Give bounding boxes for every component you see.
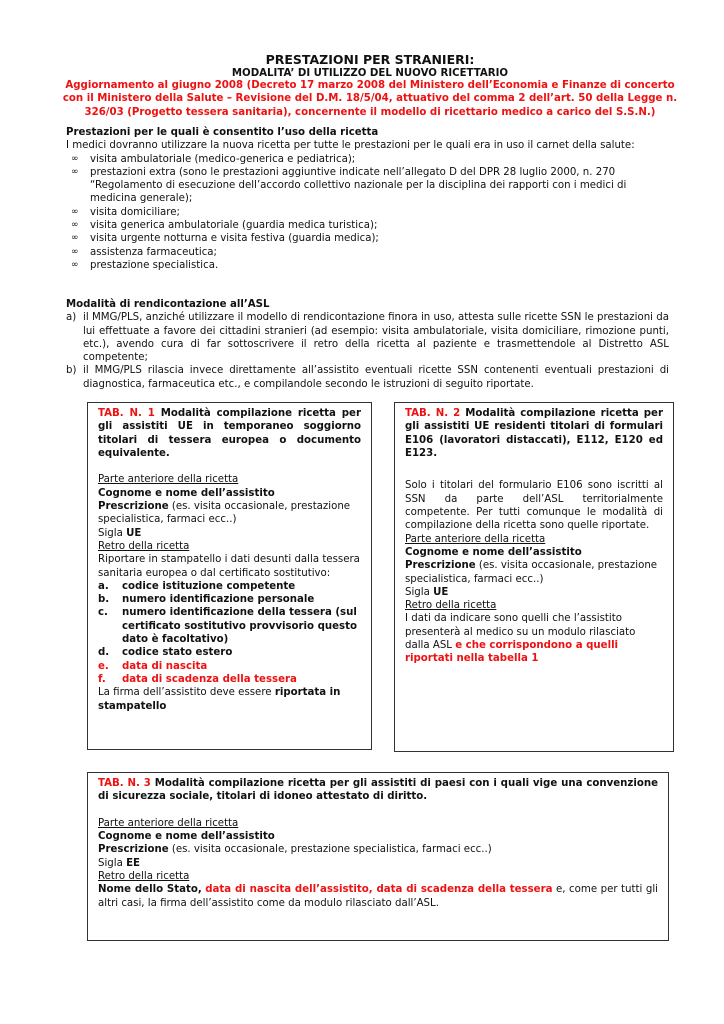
infinity-bullet-icon: ∞ <box>71 153 79 164</box>
table-title-text: Modalità compilazione ricetta per gli assistiti UE residenti titolari di formulari E106 (lavoratori distaccati), E112, E120 ed E123. <box>405 408 663 459</box>
section-intro: I medici dovranno utilizzare la nuova ricetta per tutte le prestazioni per le quali era in uso il carnet della salute: <box>66 140 635 152</box>
bullet-item <box>66 206 669 219</box>
item-marker: b. <box>98 594 110 606</box>
bullet-text: prestazione specialistica. <box>90 259 219 271</box>
bullet-text: assistenza farmaceutica; <box>90 246 217 258</box>
table-label: TAB. N. 1 <box>98 408 155 419</box>
front-heading: Parte anteriore della ricetta <box>98 474 239 486</box>
back-text <box>98 883 658 910</box>
name-field: Cognome e nome dell’assistito <box>98 831 275 843</box>
table-title <box>98 777 658 804</box>
item-marker: d. <box>98 647 110 659</box>
data-items-list <box>98 580 361 686</box>
item-marker: c. <box>98 607 108 619</box>
back-text-red: e che corrispondono a quelli riportati nella tabella 1 <box>405 640 619 665</box>
sigla-label: Sigla <box>98 527 123 539</box>
back-text <box>405 612 663 665</box>
section-rendicontazione <box>66 298 669 391</box>
back-text-plain: I dati da indicare sono quelli che l’assistito presenterà al medico su un modulo rilasciato dalla ASL <box>405 613 636 652</box>
lettered-item <box>66 364 669 391</box>
table-intro: Solo i titolari del formulario E106 sono iscritti al SSN da parte dell’ASL territorialmente competente. Per tutti comunque le modalità di compilazione della ricetta sono quelle riportate. <box>405 480 663 532</box>
bullet-item <box>66 153 669 166</box>
back-text: Riportare in stampatello i dati desunti dalla tessera sanitaria europea o dal certificato sostitutivo: <box>98 554 360 579</box>
bullet-item <box>66 166 669 206</box>
data-item <box>98 606 361 646</box>
lettered-item <box>66 311 669 364</box>
prescription-text: (es. visita occasionale, prestazione specialistica, farmaci ecc..) <box>405 560 658 585</box>
data-item <box>98 673 361 686</box>
section-heading: Prestazioni per le quali è consentito l’uso della ricetta <box>66 127 379 138</box>
data-item <box>98 646 361 659</box>
bullet-text: visita ambulatoriale (medico-generica e pediatrica); <box>90 153 356 165</box>
infinity-bullet-icon: ∞ <box>71 166 79 177</box>
item-marker: f. <box>98 673 106 685</box>
infinity-bullet-icon: ∞ <box>71 233 79 244</box>
item-text: numero identificazione personale <box>122 594 315 606</box>
item-text: codice istituzione competente <box>122 580 296 592</box>
update-note: Aggiornamento al giugno 2008 (Decreto 17 marzo 2008 del Ministero dell’Economia e Finanze di concerto con il Ministero della Salute – Revisione del D.M. 18/5/04, attuativo del comma 2 dell’art. 50 della Legge n. 326/03 (Progetto tessera sanitaria), concernente il modello di ricettario medico a carico del S.S.N.) <box>62 80 678 118</box>
prescription-label: Prescrizione <box>98 501 169 513</box>
sigla-value: UE <box>126 527 142 539</box>
signature-text: La firma dell’assistito deve essere <box>98 687 272 699</box>
front-heading: Parte anteriore della ricetta <box>98 817 239 829</box>
data-item <box>98 580 361 593</box>
bullet-text: visita generica ambulatoriale (guardia medica turistica); <box>90 220 378 232</box>
document-title: PRESTAZIONI PER STRANIERI: <box>265 52 475 67</box>
table-title <box>98 407 361 460</box>
infinity-bullet-icon: ∞ <box>71 246 79 257</box>
prescription-label: Prescrizione <box>405 560 476 572</box>
table-1-box <box>87 402 372 750</box>
back-heading: Retro della ricetta <box>98 540 190 552</box>
item-marker: b) <box>66 365 77 377</box>
lettered-list <box>66 311 669 391</box>
item-text: data di scadenza della tessera <box>122 673 297 685</box>
document-subtitle: MODALITA’ DI UTILIZZO DEL NUOVO RICETTARIO <box>231 68 509 79</box>
item-text: codice stato estero <box>122 647 233 659</box>
section-heading: Modalità di rendicontazione all’ASL <box>66 299 270 310</box>
signature-bold: riportata in stampatello <box>98 687 341 712</box>
bullet-item <box>66 246 669 259</box>
sigla-line <box>405 586 663 599</box>
bullet-list <box>66 153 669 273</box>
item-marker: a. <box>98 580 109 592</box>
prescription-line <box>98 500 361 527</box>
prescription-text: (es. visita occasionale, prestazione specialistica, farmaci ecc..) <box>171 844 492 856</box>
prescription-label: Prescrizione <box>98 844 169 856</box>
bullet-text: visita domiciliare; <box>90 206 180 218</box>
infinity-bullet-icon: ∞ <box>71 220 79 231</box>
table-2-box <box>394 402 674 752</box>
table-label: TAB. N. 2 <box>405 408 461 419</box>
table-title-text: Modalità compilazione ricetta per gli assistiti di paesi con i quali vige una convenzione di sicurezza sociale, titolari di idoneo attestato di diritto. <box>98 778 658 803</box>
table-title <box>405 407 663 460</box>
bullet-item <box>66 232 669 245</box>
back-heading: Retro della ricetta <box>405 600 497 612</box>
back-text-bold: Nome dello Stato, <box>98 884 202 896</box>
infinity-bullet-icon: ∞ <box>71 259 79 270</box>
sigla-line <box>98 527 361 540</box>
item-text: il MMG/PLS rilascia invece direttamente all’assistito eventuali ricette SSN contenenti eventuali prestazioni di diagnostica, farmaceutica etc., e compilandole secondo le istruzioni di seguito riportate. <box>83 365 669 390</box>
item-marker: e. <box>98 660 109 672</box>
prescription-text: (es. visita occasionale, prestazione specialistica, farmaci ecc..) <box>98 501 351 526</box>
item-text: il MMG/PLS, anziché utilizzare il modello di rendicontazione finora in uso, attesta sulle ricette SSN le prestazioni da lui effettuate a favore dei cittadini stranieri (ad esempio: visita ambulatoriale, visita domiciliare, rimozione punti, etc.), avendo cura di far sottoscrivere il retro della ricetta al paziente e trasmettendole al Distretto ASL competente; <box>83 312 669 364</box>
back-text-plain: e, come per tutti gli altri casi, la firma dell’assistito come da modulo rilasciato dall’ASL. <box>98 884 658 909</box>
name-field: Cognome e nome dell’assistito <box>405 546 582 558</box>
sigla-line <box>98 857 658 870</box>
bullet-text: visita urgente notturna e visita festiva (guardia medica); <box>90 233 379 245</box>
signature-line <box>98 686 361 713</box>
item-marker: a) <box>66 312 77 324</box>
table-title-text: Modalità compilazione ricetta per gli assistiti UE in temporaneo soggiorno titolari di tessera europea o documento equivalente. <box>98 408 361 459</box>
table-3-box <box>87 772 669 941</box>
prescription-line <box>98 843 658 856</box>
item-text: data di nascita <box>122 660 208 672</box>
data-item <box>98 660 361 673</box>
bullet-item <box>66 219 669 232</box>
data-item <box>98 593 361 606</box>
bullet-item <box>66 259 669 272</box>
section-prestazioni <box>66 126 669 272</box>
name-field: Cognome e nome dell’assistito <box>98 487 275 499</box>
front-heading: Parte anteriore della ricetta <box>405 533 546 545</box>
item-text: numero identificazione della tessera (sul certificato sostitutivo provvisorio questo dato è facoltativo) <box>122 607 357 646</box>
bullet-text: prestazioni extra (sono le prestazioni aggiuntive indicate nell’allegato D del DPR 28 luglio 2000, n. 270 “Regolamento di esecuzione dell’accordo collettivo nazionale per la disciplina dei rapporti con i medici di medicina generale); <box>90 166 627 205</box>
back-text-red: data di nascita dell’assistito, data di scadenza della tessera <box>205 884 553 896</box>
sigla-value: UE <box>433 586 449 598</box>
sigla-label: Sigla <box>98 857 123 869</box>
sigla-value: EE <box>126 857 141 869</box>
prescription-line <box>405 559 663 586</box>
table-label: TAB. N. 3 <box>98 778 151 789</box>
back-heading: Retro della ricetta <box>98 871 190 883</box>
infinity-bullet-icon: ∞ <box>71 206 79 217</box>
sigla-label: Sigla <box>405 586 430 598</box>
